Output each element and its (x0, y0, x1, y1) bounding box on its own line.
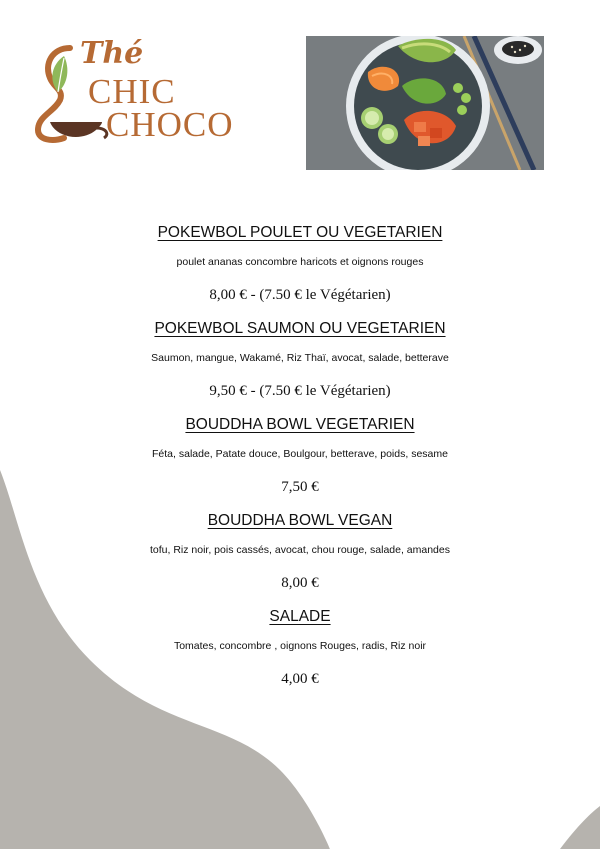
menu-list (0, 220, 600, 700)
menu-item (0, 316, 600, 412)
dish-description: Tomates, concombre , oignons Rouges, radis, Riz noir (173, 640, 427, 652)
brand-the: Thé (80, 36, 144, 71)
dish-description: tofu, Riz noir, pois cassés, avocat, chou rouge, salade, amandes (149, 544, 450, 556)
dish-description: Féta, salade, Patate douce, Boulgour, betterave, poids, sesame (152, 448, 448, 460)
menu-item (0, 508, 600, 604)
dish-description: poulet ananas concombre haricots et oignons rouges (176, 256, 424, 268)
dish-name: BOUDDHA BOWL VEGETARIEN (185, 416, 415, 433)
dish-price: 9,50 € - (7.50 € le Végétarien) (209, 383, 391, 399)
menu-item (0, 412, 600, 508)
brand-chic: CHIC (88, 72, 176, 111)
dish-price: 8,00 € - (7.50 € le Végétarien) (209, 287, 391, 303)
dish-description: Saumon, mangue, Wakamé, Riz Thaï, avocat, salade, betterave (151, 352, 449, 364)
brand-logo (30, 34, 270, 144)
dish-name: POKEWBOL SAUMON OU VEGETARIEN (154, 320, 446, 337)
menu-item (0, 604, 600, 700)
dish-price: 7,50 € (281, 479, 319, 495)
dish-name: POKEWBOL POULET OU VEGETARIEN (157, 224, 443, 241)
dish-price: 4,00 € (281, 671, 319, 687)
dish-price: 8,00 € (281, 575, 319, 591)
dish-name: BOUDDHA BOWL VEGAN (207, 512, 393, 529)
dish-name: SALADE (269, 608, 331, 625)
brand-choco: CHOCO (106, 105, 234, 144)
poke-bowl-photo (306, 36, 544, 170)
menu-item (0, 220, 600, 316)
